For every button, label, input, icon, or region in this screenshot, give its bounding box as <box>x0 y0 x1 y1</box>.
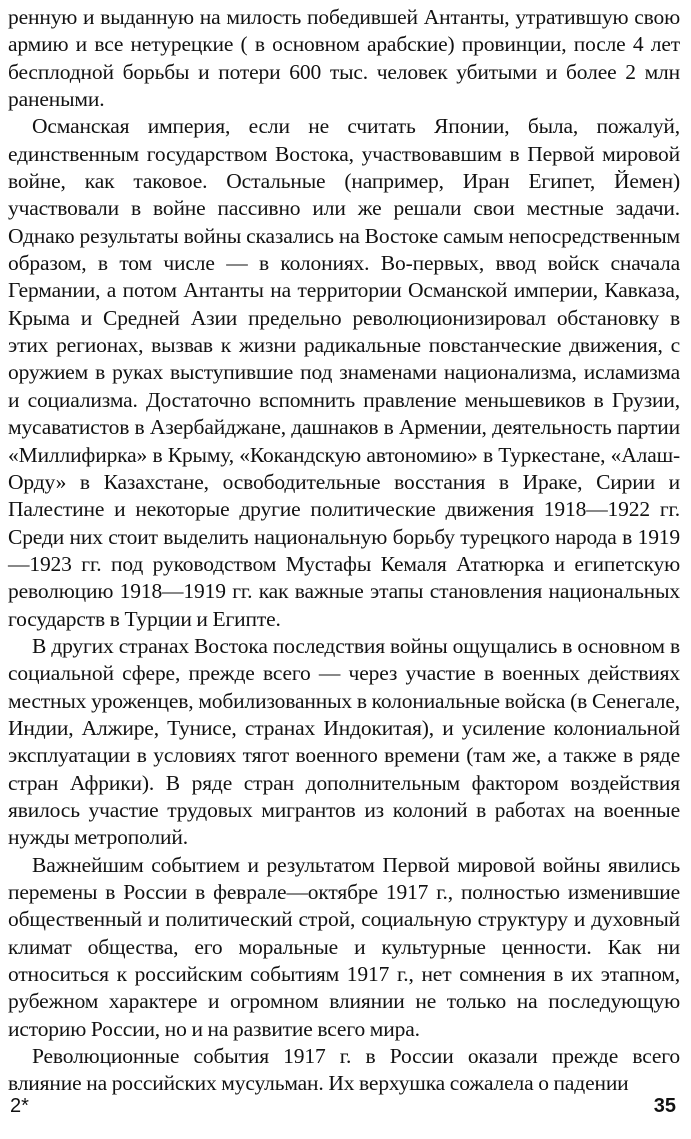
page-footer <box>8 1095 680 1125</box>
paragraph-4: Важнейшим событием и результатом Первой мировой войны явились перемены в России в феврале—октябре 1917 г., полностью изменившие общественный и политический строй, социальную структуру и духовный климат общества, его моральные и культурные ценности. Как ни относиться к российским событиям 1917 г., нет сомнения в их этапном, рубежном характере и огромном влиянии не только на последующую историю России, но и на развитие всего мира. <box>8 852 680 1041</box>
paragraph-2: Османская империя, если не считать Японии, была, пожалуй, единственным государством Востока, участвовавшим в Первой мировой войне, как таковое. Остальные (например, Иран Египет, Йемен) участвовали в войне пассивно или же решали свои местные задачи. Однако результаты войны сказались на Востоке самым непосредственным образом, в том числе — в колониях. Во-первых, ввод войск сначала Германии, а потом Антанты на территории Османской империи, Кавказа, Крыма и Средней Азии предельно революционизировал обстановку в этих регионах, вызвав к жизни радикальные повстанческие движения, с оружием в руках выступившие под знаменами национализма, исламизма и социализма. Достаточно вспомнить правление меньшевиков в Грузии, мусаватистов в Азербайджане, дашнаков в Армении, деятельность партии «Миллифирка» в Крыму, «Кокандскую автономию» в Туркестане, «Алаш-Орду» в Казахстане, освободительные восстания в Ираке, Сирии и Палестине и некоторые другие политические движения 1918—1922 гг. Среди них стоит выделить национальную борьбу турецкого народа в 1919—1923 гг. под руководством Мустафы Кемаля Ататюрка и египетскую революцию 1918—1919 гг. как важные этапы становления национальных государств в Турции и Египте. <box>8 114 680 631</box>
paragraph-5: Революционные события 1917 г. в России оказали прежде всего влияние на российских мусульман. Их верхушка сожалела о падении <box>8 1044 680 1096</box>
page-number: 35 <box>653 1095 676 1117</box>
page-body <box>8 4 680 1098</box>
document-page <box>8 4 680 1135</box>
signature-mark: 2* <box>10 1095 29 1117</box>
paragraph-1: ренную и выданную на милость победившей Антанты, утратившую свою армию и все нетурецкие ( в основном арабские) провинции, после 4 лет бесплодной борьбы и потери 600 тыс. человек убитыми и более 2 млн ранеными. <box>8 5 680 112</box>
paragraph-3: В других странах Востока последствия войны ощущались в основном в социальной сфере, прежде всего — через участие в военных действиях местных уроженцев, мобилизованных в колониальные войска (в Сенегале, Индии, Алжире, Тунисе, странах Индокитая), и усиление колониальной эксплуатации в условиях тягот военного времени (там же, а также в ряде стран Африки). В ряде стран дополнительным фактором воздействия явилось участие трудовых мигрантов из колоний в работах на военные нужды метрополий. <box>8 633 680 850</box>
